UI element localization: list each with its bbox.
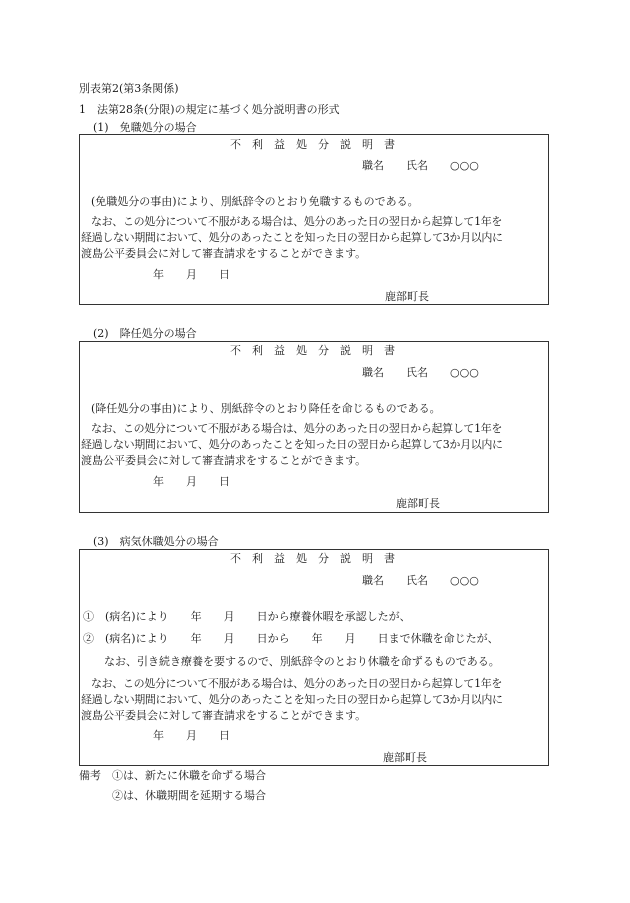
section-3-name-line: 職名 氏名 ○○○ — [362, 574, 479, 587]
note-2: ②は、休職期間を延期する場合 — [112, 789, 266, 802]
item-title: 1 法第28条(分限)の規定に基づく処分説明書の形式 — [79, 103, 340, 116]
section-2-form-title: 不 利 益 処 分 説 明 書 — [230, 344, 395, 357]
notes-label: 備考 — [79, 769, 101, 782]
section-3-appeal-line-3: 渡島公平委員会に対して審査請求をすることができます。 — [81, 709, 367, 722]
section-1-appeal-line-1: なお、この処分について不服がある場合は、処分のあった日の翌日から起算して1年を — [91, 215, 503, 228]
section-3-heading: (3) 病気休職処分の場合 — [93, 535, 219, 548]
section-3-line-2: ② (病名)により 年 月 日から 年 月 日まで休職を命じたが、 — [83, 632, 499, 645]
section-1-signer: 鹿部町長 — [385, 290, 429, 303]
section-3-date: 年 月 日 — [153, 729, 230, 742]
section-2-name-line: 職名 氏名 ○○○ — [362, 366, 479, 379]
section-1-heading: (1) 免職処分の場合 — [93, 121, 197, 134]
section-3-appeal-line-1: なお、この処分について不服がある場合は、処分のあった日の翌日から起算して1年を — [91, 677, 503, 690]
section-1-date: 年 月 日 — [153, 268, 230, 281]
section-1-form-title: 不 利 益 処 分 説 明 書 — [230, 138, 395, 151]
section-2-appeal-line-2: 経過しない期間において、処分のあったことを知った日の翌日から起算して3か月以内に — [81, 438, 503, 451]
section-2-date: 年 月 日 — [153, 475, 230, 488]
section-2-heading: (2) 降任処分の場合 — [93, 327, 197, 340]
section-1-reason: (免職処分の事由)により、別紙辞令のとおり免職するものである。 — [91, 195, 419, 208]
section-2-reason: (降任処分の事由)により、別紙辞令のとおり降任を命じるものである。 — [91, 402, 441, 415]
section-2-appeal-line-3: 渡島公平委員会に対して審査請求をすることができます。 — [81, 454, 367, 467]
section-1-appeal-line-2: 経過しない期間において、処分のあったことを知った日の翌日から起算して3か月以内に — [81, 231, 503, 244]
section-2-appeal-line-1: なお、この処分について不服がある場合は、処分のあった日の翌日から起算して1年を — [91, 422, 503, 435]
section-2-signer: 鹿部町長 — [396, 497, 440, 510]
section-3-line-3: なお、引き続き療養を要するので、別紙辞令のとおり休職を命ずるものである。 — [104, 655, 500, 668]
section-1-appeal-line-3: 渡島公平委員会に対して審査請求をすることができます。 — [81, 247, 367, 260]
section-1-name-line: 職名 氏名 ○○○ — [362, 159, 479, 172]
section-3-appeal-line-2: 経過しない期間において、処分のあったことを知った日の翌日から起算して3か月以内に — [81, 693, 503, 706]
section-3-line-1: ① (病名)により 年 月 日から療養休暇を承認したが、 — [83, 610, 411, 623]
section-3-signer: 鹿部町長 — [383, 751, 427, 764]
section-3-form-title: 不 利 益 処 分 説 明 書 — [230, 552, 395, 565]
note-1: ①は、新たに休職を命ずる場合 — [112, 769, 266, 782]
appendix-label: 別表第2(第3条関係) — [79, 82, 179, 95]
